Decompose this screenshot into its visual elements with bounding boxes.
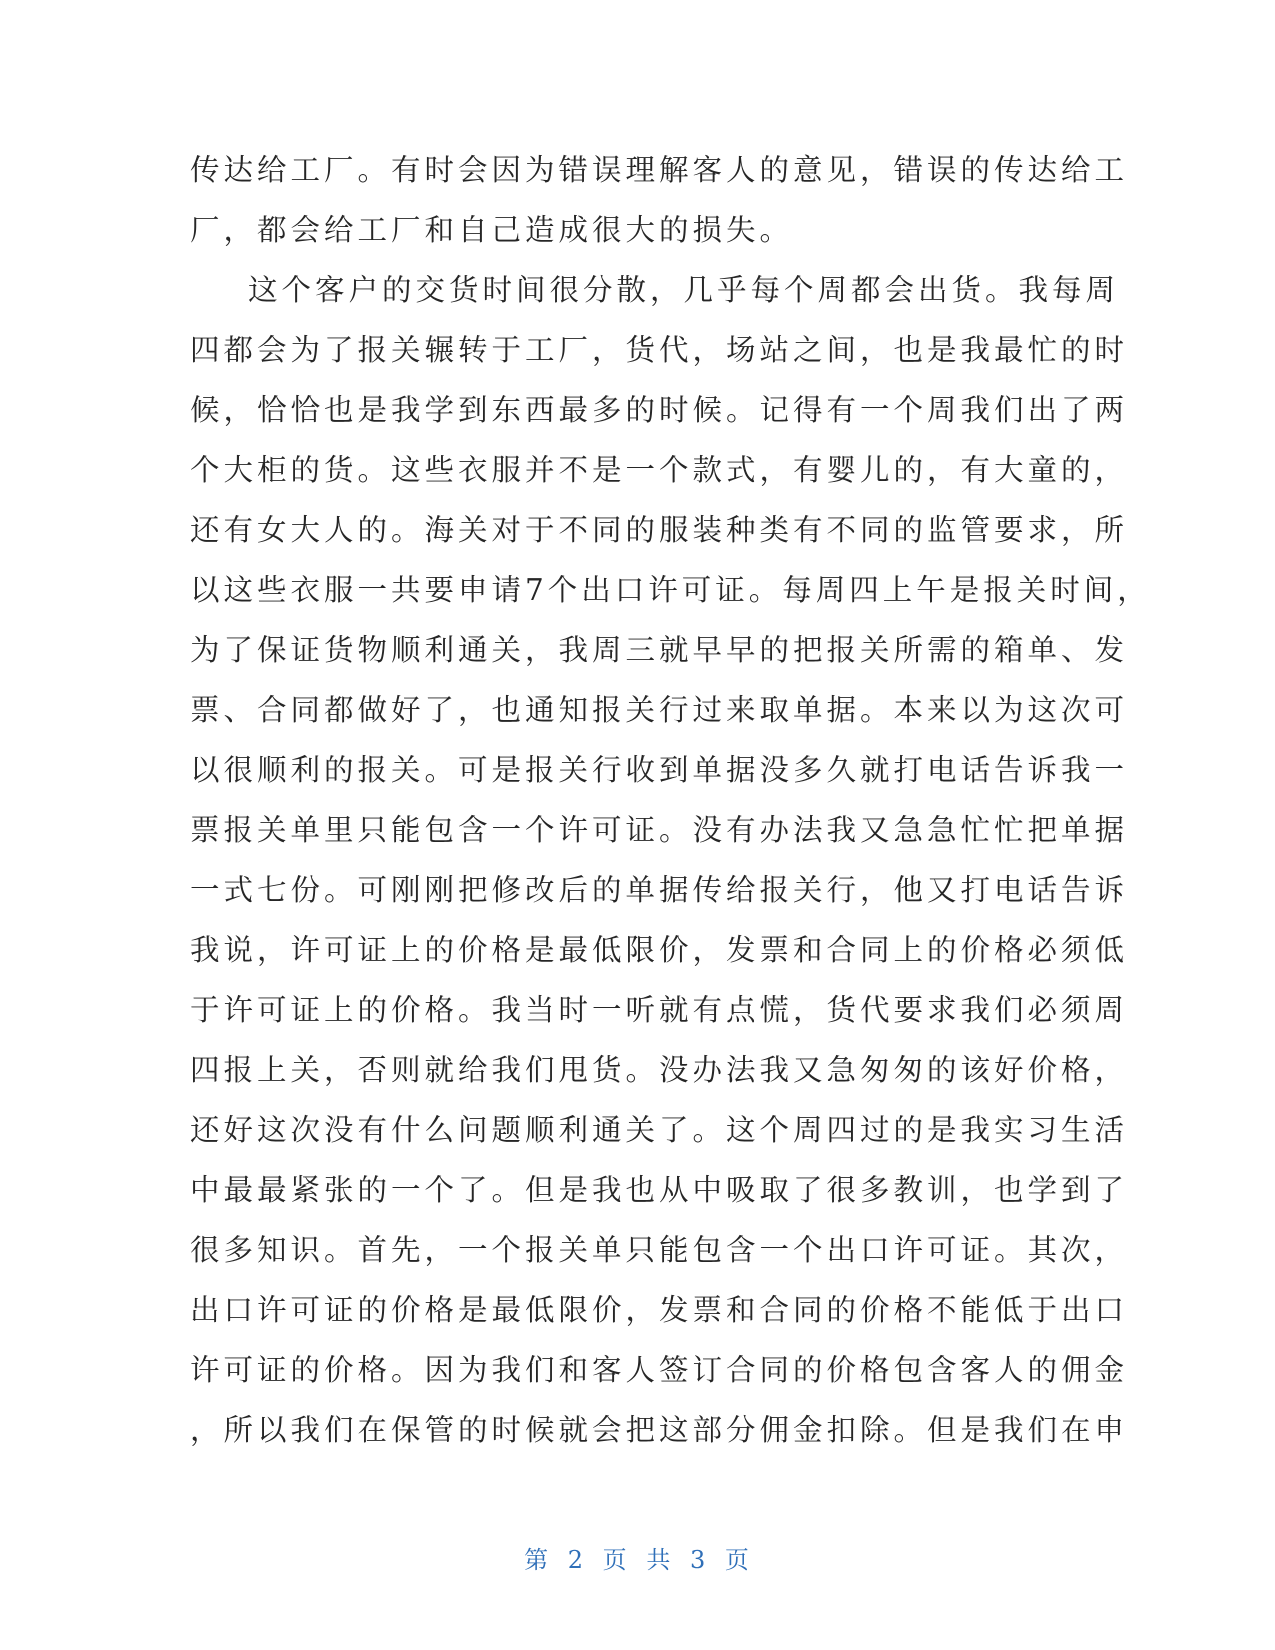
- text-line: 以很顺利的报关。可是报关行收到单据没多久就打电话告诉我一: [190, 753, 1129, 787]
- text-line: 我说，许可证上的价格是最低限价，发票和合同上的价格必须低: [190, 933, 1129, 967]
- page-prefix: 第: [524, 1546, 551, 1574]
- paragraph-start-line: 这个客户的交货时间很分散，几乎每个周都会出货。我每周: [248, 273, 1120, 307]
- page-footer: [0, 1540, 1275, 1575]
- page-unit: 页: [602, 1546, 629, 1574]
- text-line: 于许可证上的价格。我当时一听就有点慌，货代要求我们必须周: [190, 993, 1129, 1027]
- text-line: 以这些衣服一共要申请7个出口许可证。每周四上午是报关时间，: [190, 573, 1151, 607]
- text-line: 还有女大人的。海关对于不同的服装种类有不同的监管要求，所: [190, 513, 1129, 547]
- text-line: 很多知识。首先，一个报关单只能包含一个出口许可证。其次，: [190, 1233, 1129, 1267]
- text-line: 许可证的价格。因为我们和客人签订合同的价格包含客人的佣金: [190, 1353, 1129, 1387]
- text-line: 传达给工厂。有时会因为错误理解客人的意见，错误的传达给工: [190, 153, 1129, 187]
- text-line: 一式七份。可刚刚把修改后的单据传给报关行，他又打电话告诉: [190, 873, 1129, 907]
- text-line: 还好这次没有什么问题顺利通关了。这个周四过的是我实习生活: [190, 1113, 1129, 1147]
- total-page-number: 3: [689, 1546, 708, 1574]
- text-line: 厂，都会给工厂和自己造成很大的损失。: [190, 213, 794, 247]
- text-line: 票报关单里只能包含一个许可证。没有办法我又急急忙忙把单据: [190, 813, 1129, 847]
- text-line: 为了保证货物顺利通关，我周三就早早的把报关所需的箱单、发: [190, 633, 1129, 667]
- body-text: [190, 140, 1151, 1460]
- current-page-number: 2: [567, 1546, 586, 1574]
- text-line: 四都会为了报关辗转于工厂，货代，场站之间，也是我最忙的时: [190, 333, 1129, 367]
- text-line: 候，恰恰也是我学到东西最多的时候。记得有一个周我们出了两: [190, 393, 1129, 427]
- text-line: 出口许可证的价格是最低限价，发票和合同的价格不能低于出口: [190, 1293, 1129, 1327]
- text-line: 个大柜的货。这些衣服并不是一个款式，有婴儿的，有大童的，: [190, 453, 1129, 487]
- total-prefix: 共: [646, 1546, 673, 1574]
- text-line: ，所以我们在保管的时候就会把这部分佣金扣除。但是我们在申: [190, 1413, 1129, 1447]
- text-line: 票、合同都做好了，也通知报关行过来取单据。本来以为这次可: [190, 693, 1129, 727]
- text-line: 中最最紧张的一个了。但是我也从中吸取了很多教训，也学到了: [190, 1173, 1129, 1207]
- total-unit: 页: [724, 1546, 751, 1574]
- text-line: 四报上关，否则就给我们甩货。没办法我又急匆匆的该好价格，: [190, 1053, 1129, 1087]
